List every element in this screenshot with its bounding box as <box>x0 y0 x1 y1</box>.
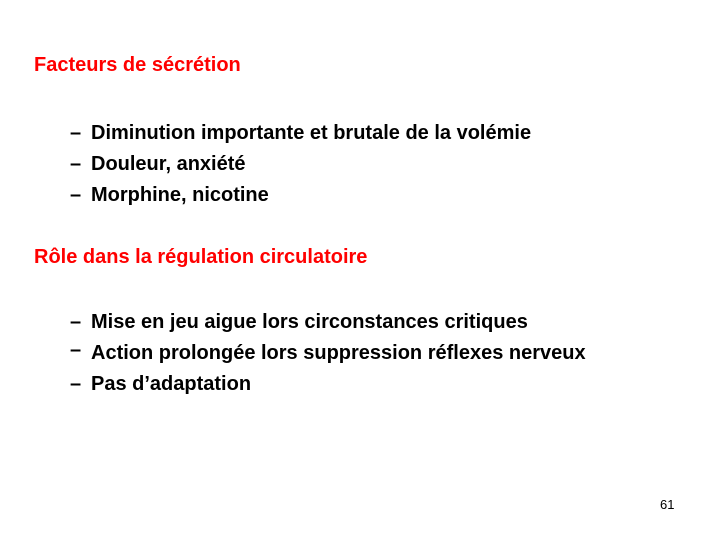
bullet-text: Morphine, nicotine <box>91 184 269 206</box>
bullet-text: Pas d’adaptation <box>91 373 252 395</box>
bullet-text: Diminution importante et brutale de la volémie <box>91 122 532 144</box>
bullet-list-secretion-factors <box>0 118 631 211</box>
section-heading-circulatory-role: Rôle dans la régulation circulatoire <box>34 246 368 268</box>
page-number: 61 <box>660 497 675 512</box>
bullet-list-circulatory-role <box>0 307 631 400</box>
bullet-item <box>0 369 631 400</box>
bullet-text: Douleur, anxiété <box>91 153 246 175</box>
bullet-dash: – <box>70 339 82 361</box>
bullet-item <box>0 149 631 180</box>
bullet-dash: – <box>70 184 82 206</box>
bullet-item <box>0 307 631 338</box>
bullet-item <box>0 338 631 369</box>
bullet-dash: – <box>70 373 82 395</box>
bullet-dash: – <box>70 153 82 175</box>
bullet-text: Action prolongée lors suppression réflexes nerveux <box>91 342 586 364</box>
bullet-dash: – <box>70 311 82 333</box>
bullet-item <box>0 180 631 211</box>
bullet-dash: – <box>70 122 82 144</box>
bullet-text: Mise en jeu aigue lors circonstances critiques <box>91 311 528 333</box>
bullet-item <box>0 118 631 149</box>
section-heading-secretion-factors: Facteurs de sécrétion <box>34 54 241 76</box>
